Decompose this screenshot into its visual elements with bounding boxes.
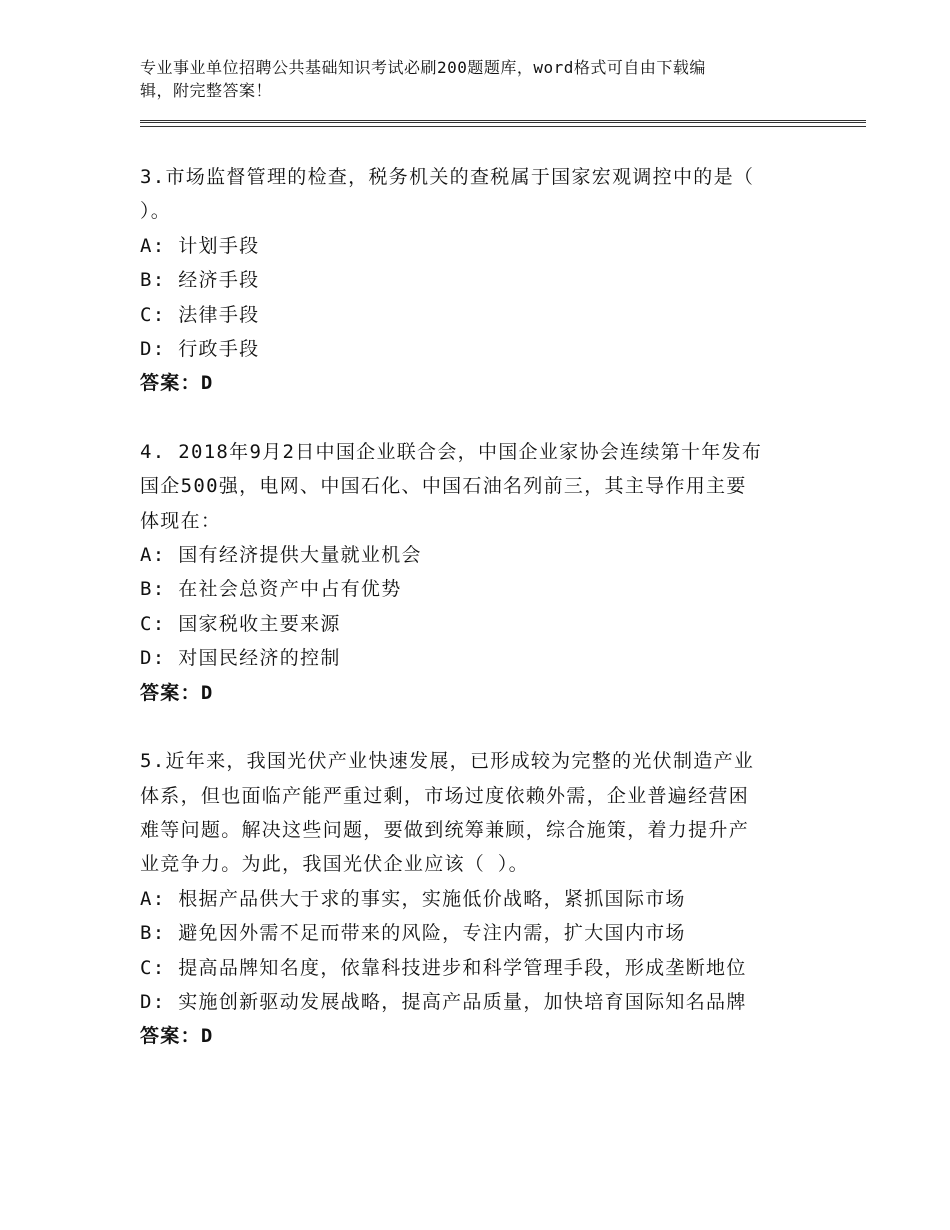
option-c: C: 提高品牌知名度，依靠科技进步和科学管理手段，形成垄断地位	[140, 956, 747, 979]
answer: 答案：D	[140, 372, 214, 395]
answer: 答案：D	[140, 681, 214, 704]
question-list	[140, 160, 820, 1054]
option-c: C: 国家税收主要来源	[140, 612, 341, 635]
page-header	[140, 56, 820, 102]
answer: 答案：D	[140, 1025, 214, 1048]
question-5	[140, 744, 820, 1054]
option-b: B: 经济手段	[140, 269, 260, 292]
question-stem-line: 业竞争力。为此，我国光伏企业应该（ ）。	[140, 853, 529, 876]
question-stem-line: 体系，但也面临产能严重过剩，市场过度依赖外需，企业普遍经营困	[140, 784, 750, 807]
header-line-1: 专业事业单位招聘公共基础知识考试必刷200题题库，word格式可自由下载编	[140, 58, 706, 77]
question-4	[140, 435, 820, 710]
header-divider	[140, 120, 866, 127]
question-stem-line: ）。	[140, 200, 172, 223]
option-c: C: 法律手段	[140, 303, 260, 326]
option-a: A: 根据产品供大于求的事实，实施低价战略，紧抓国际市场	[140, 887, 686, 910]
question-stem-line: 5.近年来，我国光伏产业快速发展，已形成较为完整的光伏制造产业	[140, 750, 755, 773]
question-stem-line: 3.市场监督管理的检查，税务机关的查税属于国家宏观调控中的是（	[140, 166, 755, 188]
header-line-2: 辑，附完整答案！	[140, 81, 273, 100]
option-a: A: 国有经济提供大量就业机会	[140, 544, 422, 567]
question-stem-line: 国企500强，电网、中国石化、中国石油名列前三，其主导作用主要	[140, 475, 747, 498]
option-d: D: 对国民经济的控制	[140, 647, 341, 670]
option-d: D: 实施创新驱动发展战略，提高产品质量，加快培育国际知名品牌	[140, 990, 747, 1013]
option-a: A: 计划手段	[140, 234, 260, 257]
question-3	[140, 160, 820, 401]
option-b: B: 避免因外需不足而带来的风险，专注内需，扩大国内市场	[140, 922, 686, 945]
question-stem-line: 体现在：	[140, 509, 222, 532]
option-d: D: 行政手段	[140, 338, 260, 361]
question-stem-line: 难等问题。解决这些问题，要做到统筹兼顾，综合施策，着力提升产	[140, 818, 750, 841]
question-stem-line: 4. 2018年9月2日中国企业联合会，中国企业家协会连续第十年发布	[140, 440, 763, 463]
option-b: B: 在社会总资产中占有优势	[140, 578, 402, 601]
